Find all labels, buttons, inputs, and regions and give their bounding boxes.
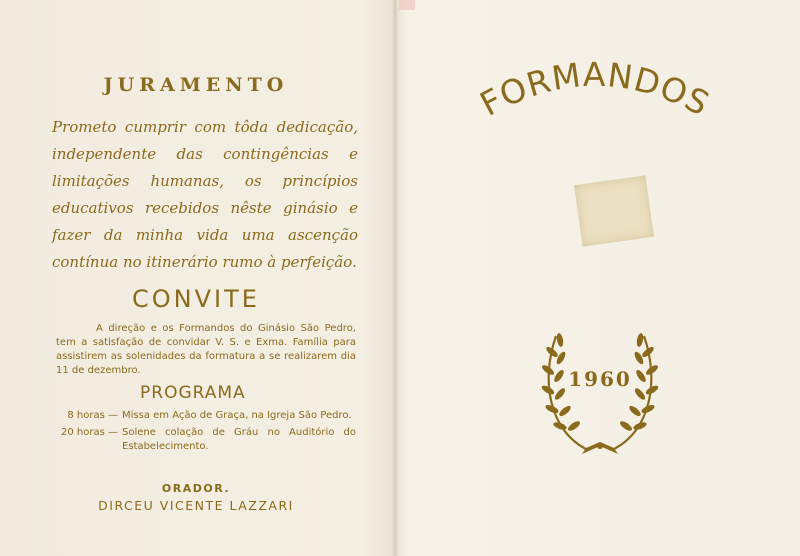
center-fold: [392, 0, 398, 556]
top-mark: [399, 0, 415, 10]
programa-text: Solene colação de Gráu no Auditório do Estabelecimento.: [122, 427, 356, 452]
convite-title: CONVITE: [132, 285, 260, 313]
programa-title: PROGRAMA: [140, 383, 246, 403]
juramento-title: JURAMENTO: [103, 74, 289, 96]
orador-label: ORADOR.: [161, 482, 231, 495]
programa-list: [56, 409, 356, 457]
oath-text: Prometo cumprir com tôda dedicação, independente das contingências e limitações humanas, os princípios educativos recebidos nêste ginásio e fazer da minha vida uma ascenção contínua no itinerário rumo à perfeição.: [52, 118, 358, 271]
programa-time: 8 horas —: [67, 410, 118, 421]
programa-item: [56, 409, 356, 423]
tape-mark: [574, 175, 654, 246]
orador-name: DIRCEU VICENTE LAZZARI: [98, 498, 294, 513]
programa-text: Missa em Ação de Graça, na Igreja São Pedro.: [122, 410, 352, 421]
year-label: 1960: [568, 367, 632, 391]
formandos-title: FORMANDOS: [473, 55, 717, 124]
svg-text:FORMANDOS: [474, 55, 717, 124]
formandos-title-arc: [470, 55, 720, 135]
convite-text: A direção e os Formandos do Ginásio São Pedro, tem a satisfação de convidar V. S. e Exma. Família para assistirem as solenidades da formatura a se realizarem dia 11 de dezembro.: [56, 323, 356, 376]
laurel-wreath-icon: [530, 322, 670, 462]
programa-item: [56, 426, 356, 454]
programa-time: 20 horas —: [61, 427, 118, 438]
